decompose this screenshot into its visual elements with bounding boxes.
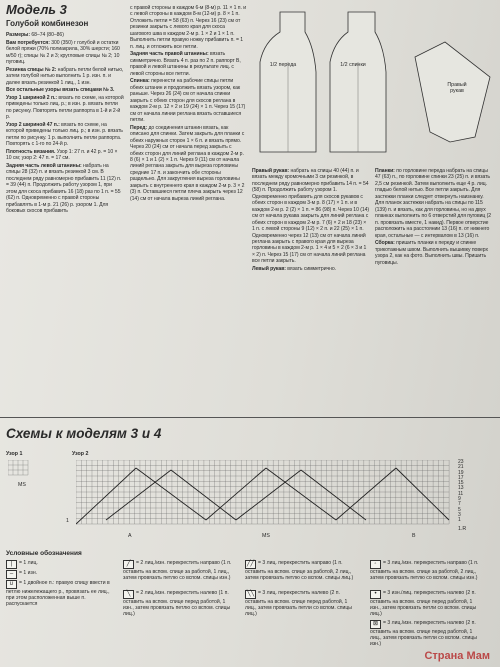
column-2 [130, 5, 246, 203]
legend-text: = 2 лиц./изн. перекрестить налево (1 п. оставить на вспом. спице перед работой, 1 изн., затем провязать петлю со вспом. спицы лиц.) [123, 590, 231, 618]
legend-item [123, 590, 235, 618]
legend-symbol: ∪ [6, 580, 17, 589]
paragraph-text: 68–74 (80–86) [30, 32, 64, 38]
row-number: 9 [458, 496, 461, 503]
paragraph-text: вязать симметрично. [285, 265, 337, 272]
paragraph-heading: Сборка: [375, 240, 395, 247]
legend-text: = 3 лиц./изн. перекрестить налево (2 п. оставить на вспом. спице перед работой, 1 лиц., затем провязать петли со вспом. спицы изн.) [370, 620, 477, 648]
row-number: 1 [458, 517, 461, 524]
paragraph-text: набрать петли белой нитью, затем голубой нитью выполнить 1 р. изн. п. и далее вязать резинкой 1 лиц., 1 изн. [6, 66, 124, 86]
row-number: 17 [458, 474, 464, 481]
paragraph-heading: Планки: [375, 168, 395, 174]
paragraph [130, 125, 246, 202]
legend-text: = 1 изн. [19, 570, 38, 576]
paragraph-heading: Вам потребуется: [6, 39, 50, 46]
legend-symbol: ◦ [370, 560, 381, 569]
paragraph-heading: Узор 2 шириной 47 п.: [6, 121, 60, 128]
legend-symbol: ╱╱ [246, 561, 255, 567]
section-divider [0, 417, 500, 418]
paragraph [130, 78, 246, 123]
legend-item [245, 590, 357, 618]
row-number: 11 [458, 490, 464, 497]
paragraph [6, 122, 124, 148]
legend-text: = 1 двойное п.: правую спицу ввести в петлю нижележащего р., провязать ее лиц., при этом расположенная выше п. распускается [6, 580, 110, 608]
uzor2-row-numbers [458, 460, 464, 524]
paragraph [130, 5, 246, 50]
paragraph-text: 300 (350) г голубой и остатки белой пряжи (70% полиакрила, 30% шерсти; 160 м/50 г); спицы № 2 и 3; кругловые спицы № 2; 10 пуговиц. [6, 39, 120, 65]
uzor1-chart [8, 460, 48, 482]
section-title: Схемы к моделям 3 и 4 [6, 426, 162, 441]
sleeve-piece-label: Правый рукав [447, 82, 467, 94]
legend-item [123, 560, 235, 581]
model-heading: Модель 3 [6, 2, 67, 17]
paragraph-text: с правой стороны в каждом 6-м (8-м) р. 11 × 1 п. и с левой стороны в каждом 8-м (12-м) р. 8 × 1 п. Отложить петли = 58 (63) п. Через 16 (23) см от резинки закрыть с левого края для скоса шагового шва в каждом 2-м р. 1 × 2 и 1 × 1 п. Выполнить петли правую ножку прибавить п. = 1 п. лиц. и отложить все петли. [130, 5, 246, 50]
paragraph [375, 168, 493, 239]
paragraph [130, 51, 246, 77]
paragraph [375, 240, 493, 266]
legend-item [6, 560, 118, 569]
legend-item [370, 560, 482, 581]
site-watermark: Страна Мам [424, 650, 490, 662]
column-1 [6, 32, 124, 216]
cable-line [136, 468, 206, 520]
paragraph-heading: Левый рукав: [252, 265, 286, 272]
row-number: 15 [458, 480, 464, 487]
uzor2-a-label: A [128, 533, 132, 539]
paragraph-text: набрать на спицы 28 (32) п. и вязать резинкой 3 см. В последнем ряду равномерно прибавить 11 (12) п. = 39 (44) п. Продолжить работу узором 1, при этом для скоса прибавить 16 (18) раз по 1 п. = 55 (62) п. Одновременно с правой стороны прибавлять в 1-м р. 21 (26) р. узором 1. Для боковых скосов прибавить [6, 162, 122, 215]
paragraph-heading: Правый рукав: [252, 168, 290, 174]
row-number: 19 [458, 469, 464, 476]
cable-line [301, 470, 366, 520]
paragraph-text: вязать по схеме, на которой приведены только лиц. р.; в изн. р. вязать петли по рисунку. 1 р. выполнить петли раппорта. Повторять с 1-го по 24-й р. [6, 121, 123, 148]
legend-item [370, 620, 482, 648]
legend-item [245, 560, 357, 581]
paragraph-text: набрать на спицы 40 (44) п. и вязать между кромочными 3 см резинкой, в последнем ряду равномерно прибавить 14 п. = 54 (58) п. Продолжить работу узором 1. Одновременно прибавить для скосов рукавов с обеих сторон в каждом 3-м р. 8 (17) × 1 п. и в каждом 2-м р. 2 (2) × 1 п. = 86 (98) п. Через 10 (14) см от начала рукава закрыть для линий реглана с обеих сторон в каждом 2-м р. 7 (6) × 2 и 18 (23) × 1 п. с левой стороны 9 (12) × 2 п. и 22 (25) × 1 п. Одновременно через 12 (13) см от начала линий реглана закрыть с правого края для выреза горловины в каждом 2-м р. 1 × 4 и 5 × 2 (6 × 3 и 1 × 2) п. Через 15 (17) см от начала линий реглана все петли закрыть. [252, 168, 370, 265]
legend-text: = 3 изн./лиц. перекрестить налево (2 п. оставить на вспом. спице перед работой, 1 изн., затем провязать петли со вспом. спицы лиц.) [370, 590, 477, 618]
legend-symbol: ╲╲ [246, 591, 255, 597]
cable-line [236, 470, 301, 520]
legend-title: Условные обозначения [6, 550, 82, 557]
uzor2-chart [76, 460, 456, 530]
cable-line [76, 468, 136, 524]
paragraph-text: вязать по схеме, на которой приведены только лиц. р.; в изн. р. вязать петли по рисунку. Повторять петли раппорта в 1-й и 2-й р. [6, 94, 124, 121]
uzor2-label: Узор 2 [72, 451, 89, 457]
cable-line [336, 468, 396, 520]
legend-symbol: | [6, 560, 17, 569]
legend-symbol: ⊠ [370, 620, 381, 629]
paragraph [6, 149, 124, 162]
paragraph-text: Узор 1: 27 п. и 42 р. = 10 × 10 см; узор 2: 47 п. = 17 см. [6, 148, 118, 162]
paragraph-text: перенести на рабочие спицы петли обеих штанин и продолжить вязать узором, как раньше. Через 26 (24) см от начала спинки закрыть с обеих сторон для скосов реглана в каждом 2-м р. 12 × 2 и 19 (24) × 1 п. Через 15 (17) см от начала линии реглана вязать оставшиеся петли. [130, 78, 246, 124]
cable-line [266, 468, 336, 520]
row-number: 3 [458, 511, 461, 518]
legend-text: = 3 лиц. перекрестить направо (1 п. оставить на вспом. спице за работой, 2 лиц., затем провязать петлю со вспом. спицы лиц.) [245, 560, 354, 582]
column-4 [375, 168, 493, 267]
paragraph [6, 40, 124, 66]
column-3 [252, 168, 370, 274]
paragraph [6, 67, 124, 86]
back-piece-label: 1/2 спинки [340, 62, 366, 68]
paragraph-text: вязать симметрично. Вязать 4 п. раз по 2 п. раппорт В, правой и левой штанины в результате лиц. с левой стороны все петли. [130, 51, 241, 77]
paragraph-heading: Узор 1 шириной 2 п.: [6, 94, 57, 101]
paragraph-heading: Перед: [130, 124, 148, 131]
legend-symbol: ╲ [123, 590, 134, 599]
row-number: 5 [458, 506, 461, 513]
uzor2-b-label: B [412, 533, 416, 539]
paragraph-text: до соединения штанин вязать, как описано для спинки. Затем закрыть для планки с обеих наружных сторон 1 × 6 п. и вязать прямо. Через 20 (24) см от начала перед закрыть с обеих сторон для линий реглана в каждом 2-м р. 8 (6) × 1 и 1 (2) × 1 п. Через 9 (11) см от начала линий реглана закрыть для выреза горловины средние 17 п. и закончить обе стороны раздельно. Для закругления выреза горловины закрыть с внутреннего края в каждом 2-м р. 3 × 2 (3) п. Оставшиеся петли плеча закрыть через 12 (14) см от начала выреза линий реглана. [130, 124, 245, 202]
legend-symbol: – [6, 570, 17, 579]
legend-symbol: • [370, 590, 381, 599]
uzor2-row-end: 1.R [458, 526, 467, 532]
paragraph-heading: Размеры: [6, 32, 30, 38]
legend-text: = 3 лиц./изн. перекрестить направо (1 п. оставить на вспом. спице за работой, 2 лиц., затем провязать петлю со вспом. спицы изн.) [370, 560, 479, 582]
legend-text: = 2 лиц./изн. перекрестить направо (1 п. оставить на вспом. спице за работой, 1 лиц., затем провязать петлю со вспом. спицы изн.) [123, 560, 232, 582]
front-piece-label: 1/2 переда [269, 62, 297, 68]
paragraph-text: по горловине переда набрать на спицы 47 (63) п., по горловине спинки 23 (25) п. и вязать 2,5 см резинкой. Затем выполнить еще 4 р. лиц. гладью белой нитью. Все петли закрыть. Для застежки планки следует отвернуть наизнанку. Для планок застежки набрать на спицы по 115 (139) п. и вязать, как для горловины, но на двух планках выполнить по 6 отверстий для пуговиц (2 п. провязать вместе, 1 накид). Первое отверстие расположить на расстоянии 13 (16) п. от нижнего края, остальные — с интервалом в 13 (16) п. [375, 168, 492, 239]
model-subtitle: Голубой комбинезон [6, 19, 89, 28]
legend-text: = 3 лиц. перекрестить налево (2 п. оставить на вспом. спице перед работой, 1 лиц., затем провязать петли со вспом. спицы лиц.) [245, 590, 352, 618]
legend-item [6, 570, 118, 579]
paragraph [6, 95, 124, 121]
paragraph-heading: Спинка: [130, 78, 150, 85]
row-number: 7 [458, 501, 461, 508]
legend-text: = 1 лиц. [19, 560, 38, 566]
paragraph-heading: Плотность вязания. [6, 148, 56, 155]
uzor2-ms-label: MS [262, 533, 270, 539]
paragraph [252, 266, 370, 272]
row-number: 23 [458, 459, 464, 465]
paragraph [6, 87, 124, 93]
uzor1-label: Узор 1 [6, 451, 23, 457]
legend-item [370, 590, 482, 618]
legend-symbol: ╱ [123, 560, 134, 569]
paragraph-heading: Задняя часть правой штанины: [130, 51, 209, 58]
uzor1-ms: MS [18, 482, 26, 488]
paragraph [6, 163, 124, 215]
row-number: 13 [458, 485, 464, 492]
paragraph-heading: Резинка спицы № 2: [6, 66, 57, 73]
paragraph-text: пришить планки к переду и спинке трикотажным швом. Выполнить вышивку поверх узора 2, как на фото. Выполнить швы. Пришить пуговицы. [375, 240, 488, 266]
legend-item [6, 580, 118, 608]
paragraph [252, 168, 370, 265]
row-number: 21 [458, 464, 464, 471]
uzor2-row-start: 1 [66, 518, 69, 524]
paragraph-heading: Все остальные узоры вязать спицами № 3. [6, 87, 115, 94]
cable-line [171, 470, 236, 520]
paragraph [6, 32, 124, 38]
paragraph-heading: Задняя часть левой штанины: [6, 162, 82, 169]
